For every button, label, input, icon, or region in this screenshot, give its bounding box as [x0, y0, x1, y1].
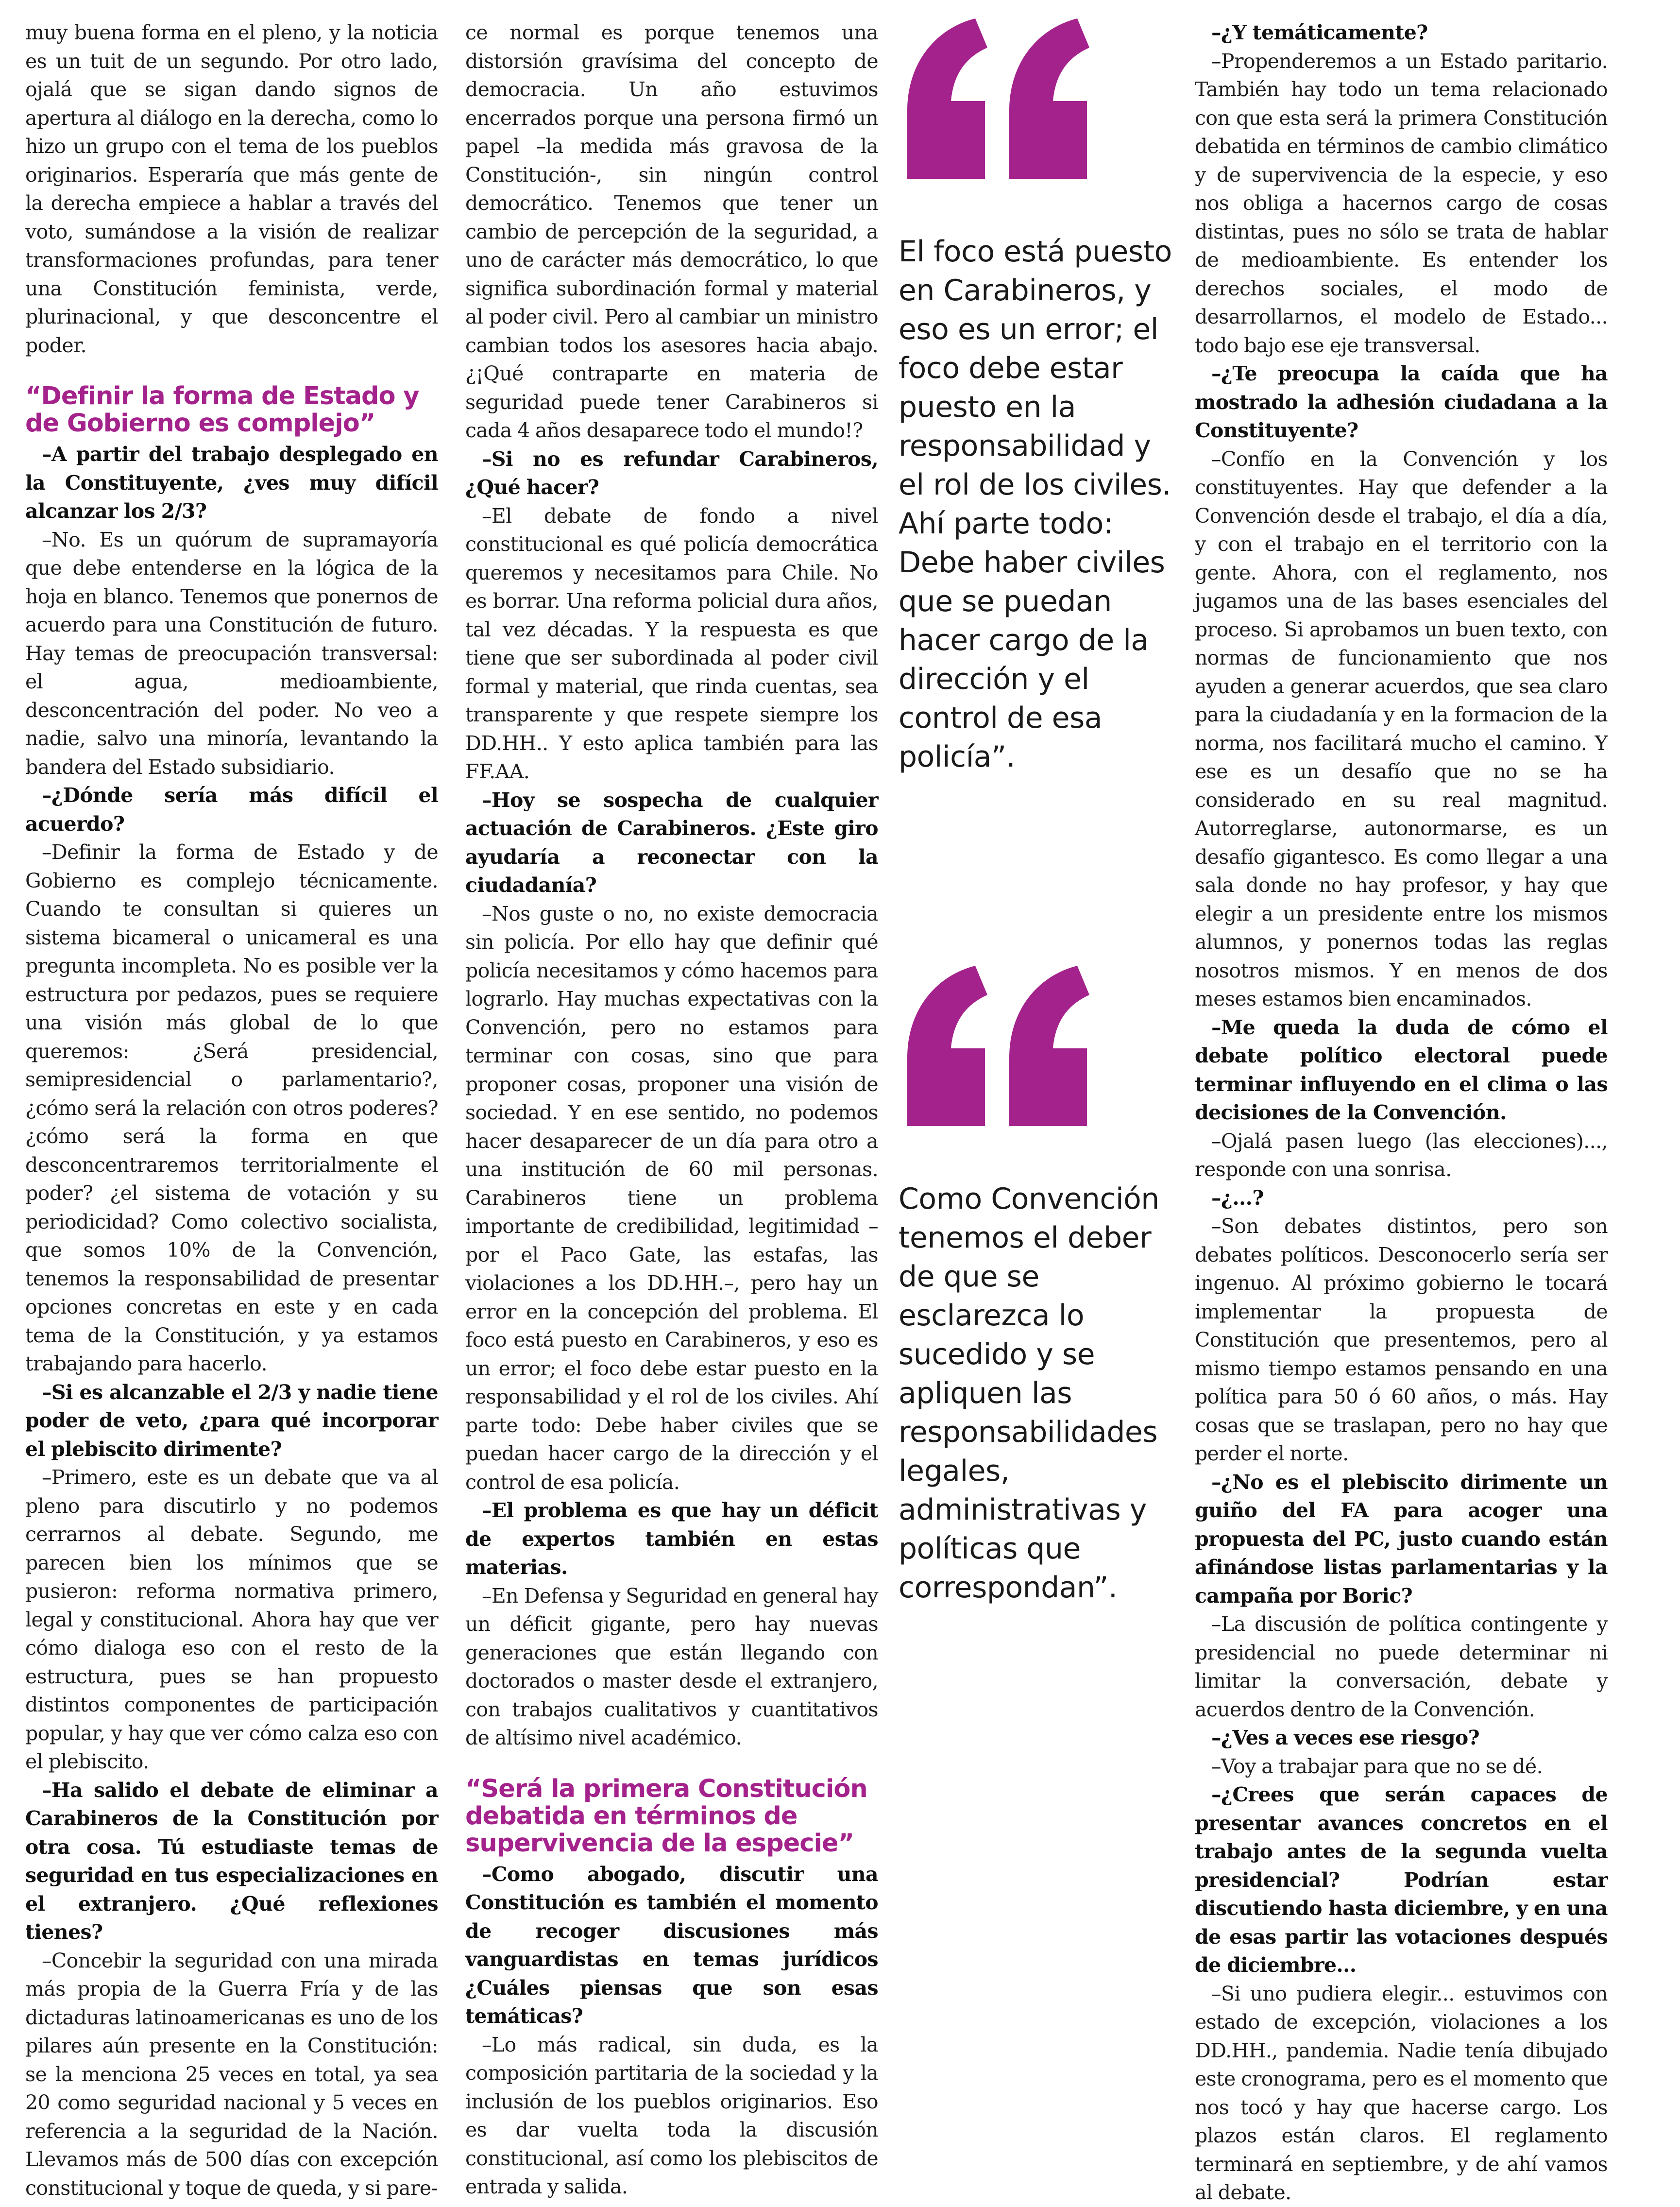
interview-question: –A partir del trabajo desplegado en la Constituyente, ¿ves muy difícil alcanzar los 2/3? — [25, 443, 438, 523]
interview-answer: –Concebir la seguridad con una mirada más propia de la Guerra Fría y de las dictaduras latinoamericanas es uno de los pilares aún presente en la Constitución: se la menciona 25 veces en total, ya sea 20 como seguridad nacional y 5 veces en referencia a la seguridad de la Nación. Llevamos más de 500 días con excepción constitucional y toque de queda, y si pare- — [25, 1949, 438, 2200]
interview-answer: –Ojalá pasen luego (las elecciones)..., responde con una sonrisa. — [1195, 1129, 1608, 1181]
interview-answer: –Confío en la Convención y los constituyentes. Hay que defender a la Convención desde el trabajo, el día a día, y con el trabajo en el territorio con la gente. Ahora, con el reglamento, nos jugamos una de las bases esenciales del proceso. Si aprobamos un buen texto, con normas de funcionamiento que nos ayuden a generar acuerdos, que sea claro para la ciudadanía y en la formacion de la norma, nos facilitará mucho el camino. Y ese es un desafío que no se ha considerado en su real magnitud. Autorreglarse, autonormarse, es un desafío gigantesco. Es como llegar a una sala donde no hay profesor, y hay que elegir a un presidente entre los mismos alumnos, y ponernos todas las reglas nosotros mismos. Y en menos de dos meses estamos bien encaminados. — [1195, 447, 1608, 1010]
interview-question: –Como abogado, discutir una Constitución es también el momento de recoger discusiones más vanguardistas en temas jurídicos ¿Cuáles piensas que son esas temáticas? — [465, 1862, 878, 2028]
interview-question: –¿Dónde sería más difícil el acuerdo? — [25, 784, 438, 836]
interview-question: –Me queda la duda de cómo el debate político electoral puede terminar influyendo en el clima o las decisiones de la Convención. — [1195, 1015, 1608, 1124]
interview-question: –Ha salido el debate de eliminar a Carabineros de la Constitución por otra cosa. Tú estudiaste temas de seguridad en tus especializaciones en el extranjero. ¿Qué reflexiones tienes? — [25, 1778, 438, 1944]
open-quote-icon — [902, 966, 1092, 1126]
interview-answer: –Lo más radical, sin duda, es la composición partitaria de la sociedad y la inclusión de los pueblos originarios. Eso es dar vuelta toda la discusión constitucional, así como los plebiscitos de entrada y salida. — [465, 2033, 878, 2198]
interview-question: –Si es alcanzable el 2/3 y nadie tiene poder de veto, ¿para qué incorporar el plebiscito dirimente? — [25, 1380, 438, 1461]
open-quote-icon — [902, 18, 1092, 179]
interview-answer: –El debate de fondo a nivel constitucional es qué policía democrática queremos y necesitamos para Chile. No es borrar. Una reforma policial dura años, tal vez décadas. Y la respuesta es que tiene que ser subordinada al poder civil formal y material, que rinda cuentas, sea transparente y que respete siempre los DD.HH.. Y esto aplica también para las FF.AA. — [465, 504, 878, 783]
interview-answer: –Si uno pudiera elegir... estuvimos con estado de excepción, violaciones a los DD.HH., pandemia. Nadie tenía dibujado este cronograma, pero es el momento que nos tocó y hay que hacerse cargo. Los plazos están claros. El reglamento terminará en septiembre, y de ahí vamos al debate. — [1195, 1982, 1608, 2204]
subheading: “Definir la forma de Estado y de Gobierno es complejo” — [25, 382, 419, 438]
interview-question: –Hoy se sospecha de cualquier actuación de Carabineros. ¿Este giro ayudaría a reconectar con la ciudadanía? — [465, 788, 878, 897]
interview-question: –¿Te preocupa la caída que ha mostrado la adhesión ciudadana a la Constituyente? — [1195, 362, 1608, 442]
interview-answer: –La discusión de política contingente y presidencial no puede determinar ni limitar la conversación, debate y acuerdos dentro de la Convención. — [1195, 1612, 1608, 1721]
interview-answer: –En Defensa y Seguridad en general hay un déficit gigante, pero hay nuevas generaciones que están llegando con doctorados o master desde el extranjero, con trabajos cualitativos y cuantitativos de altísimo nivel académico. — [465, 1584, 878, 1749]
column-4 — [1195, 18, 1608, 2207]
column-1 — [25, 18, 438, 2202]
interview-question: –El problema es que hay un déficit de expertos también en estas materias. — [465, 1499, 878, 1579]
interview-answer: –Propenderemos a un Estado paritario. También hay todo un tema relacionado con que esta será la primera Constitución debatida en términos de cambio climático y de supervivencia de la especie, y eso nos obliga a hacernos cargo de cosas distintas, pues no sólo se trata de hablar de medioambiente. Es entender los derechos sociales, el modo de desarrollarnos, el modelo de Estado... todo bajo ese eje transversal. — [1195, 49, 1608, 357]
paragraph: muy buena forma en el pleno, y la noticia es un tuit de un segundo. Por otro lado, ojalá que se sigan dando signos de apertura al diálogo en la derecha, como lo hizo un grupo con el tema de los pueblos originarios. Esperaría que más gente de la derecha empiece a hablar a través del voto, sumándose a la visión de realizar transformaciones profundas, para tener una Constitución feminista, verde, plurinacional, y que desconcentre el poder. — [25, 21, 438, 357]
interview-answer: –Nos guste o no, no existe democracia sin policía. Por ello hay que definir qué policía necesitamos y cómo hacemos para lograrlo. Hay muchas expectativas con la Convención, pero no estamos para terminar con cosas, sino que para proponer cosas, proponer una visión de sociedad. Y en ese sentido, no podemos hacer desaparecer de un día para otro a una institución de 60 mil personas. Carabineros tiene un problema importante de credibilidad, legitimidad –por el Paco Gate, las estafas, las violaciones a los DD.HH.–, pero hay un error en la concepción del problema. El foco está puesto en Carabineros, y eso es un error; el foco debe estar puesto en la responsabilidad y el rol de los civiles. Ahí parte todo: Debe haber civiles que se puedan hacer cargo de la dirección y el control de esa policía. — [465, 902, 878, 1494]
interview-answer: –Son debates distintos, pero son debates políticos. Desconocerlo sería ser ingenuo. Al próximo gobierno le tocará implementar la propuesta de Constitución que presentemos, pero al mismo tiempo estamos pensando en una política para 50 ó 60 años, o más. Hay cosas que se traslapan, pero no hay que perder el norte. — [1195, 1215, 1608, 1465]
interview-answer: –Primero, este es un debate que va al pleno para discutirlo y no podemos cerrarnos al debate. Segundo, me parecen bien los mínimos que se pusieron: reforma normativa primero, legal y constitucional. Ahora hay que ver cómo dialoga eso con el resto de la estructura, pues se han propuesto distintos componentes de participación popular, y hay que ver cómo calza eso con el plebiscito. — [25, 1466, 438, 1773]
interview-question: –¿Y temáticamente? — [1211, 21, 1428, 44]
interview-question: –¿Ves a veces ese riesgo? — [1211, 1726, 1480, 1749]
subheading: “Será la primera Constitución debatida en términos de supervivencia de la especie” — [465, 1774, 867, 1858]
pull-quote: Como Convención tenemos el deber de que se esclarezca lo sucedido y se apliquen las responsabilidades legales, administrativas y políticas que correspondan”. — [899, 1182, 1159, 1605]
interview-question: –¿...? — [1211, 1186, 1264, 1210]
pull-quote: El foco está puesto en Carabineros, y eso es un error; el foco debe estar puesto en la responsabilidad y el rol de los civiles. Ahí parte todo: Debe haber civiles que se puedan hacer cargo de la dirección y el control de esa policía”. — [899, 235, 1172, 774]
interview-question: –Si no es refundar Carabineros, ¿Qué hacer? — [465, 447, 878, 499]
interview-answer: –Voy a trabajar para que no se dé. — [1211, 1754, 1543, 1778]
interview-question: –¿Crees que serán capaces de presentar avances concretos en el trabajo antes de la segunda vuelta presidencial? Podrían estar discutiendo hasta diciembre, y en una de esas partir las votaciones después de diciembre... — [1195, 1783, 1608, 1977]
paragraph: ce normal es porque tenemos una distorsión gravísima del concepto de democracia. Un año estuvimos encerrados porque una persona firmó un papel –la medida más gravosa de la Constitución-, sin ningún control democrático. Tenemos que tener un cambio de percepción de la seguridad, a uno de carácter más democrático, lo que significa subordinación formal y material al poder civil. Pero al cambiar un ministro cambian todos los asesores hacia abajo. ¿¡Qué contraparte en materia de seguridad puede tener Carabineros si cada 4 años desaparece todo el mundo!? — [465, 21, 878, 442]
interview-answer: –No. Es un quórum de supramayoría que debe entenderse en la lógica de la hoja en blanco. Tenemos que ponernos de acuerdo para una Constitución de futuro. Hay temas de preocupación transversal: el agua, medioambiente, desconcentración del poder. No veo a nadie, salvo una minoría, levantando la bandera del Estado subsidiario. — [25, 528, 438, 779]
column-2 — [465, 18, 878, 2201]
interview-question: –¿No es el plebiscito dirimente un guiño del FA para acoger una propuesta del PC, justo cuando están afinándose listas parlamentarias y la campaña por Boric? — [1195, 1470, 1608, 1608]
interview-answer: –Definir la forma de Estado y de Gobierno es complejo técnicamente. Cuando te consultan si quieres un sistema bicameral o unicameral es una pregunta incompleta. No es posible ver la estructura por pedazos, pues se requiere una visión más global de lo que queremos: ¿Será presidencial, semipresidencial o parlamentario?, ¿cómo será la relación con otros poderes? ¿cómo será la forma en que desconcentraremos territorialmente el poder? ¿el sistema de votación y su periodicidad? Como colectivo socialista, que somos 10% de la Convención, tenemos la responsabilidad de presentar opciones concretas en este y en cada tema de la Constitución, y ya estamos trabajando para hacerlo. — [25, 840, 438, 1375]
